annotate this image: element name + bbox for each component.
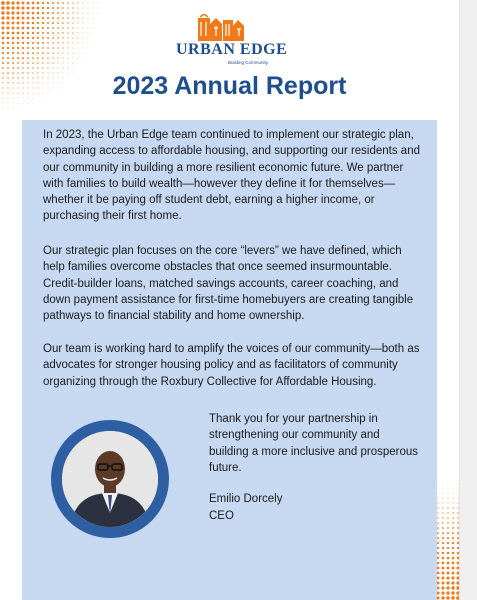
logo-tagline: Building Community: [228, 60, 269, 65]
logo-wordmark: URBAN EDGE: [176, 41, 288, 58]
signature-role: CEO: [209, 510, 234, 522]
page-title: 2023 Annual Report: [112, 72, 347, 100]
dot-pattern-top-left: [0, 0, 100, 120]
vertical-scrollbar[interactable]: [459, 0, 477, 600]
advocacy-paragraph: Our team is working hard to amplify the voices of our community—both as advocates for stronger housing policy and as facilitators of community organizing through the Roxbury Collective for Affordable Housing.: [43, 343, 420, 388]
strategy-paragraph: Our strategic plan focuses on the core “levers” we have defined, which help families overcome obstacles that once seemed insurmountable. Credit-builder loans, matched savings accounts, career coaching, and down payment assistance for first-time homebuyers are creating tangible pathways to financial stability and home ownership.: [43, 245, 414, 323]
ceo-portrait: [51, 420, 169, 538]
intro-paragraph: In 2023, the Urban Edge team continued to implement our strategic plan, expanding access to affordable housing, and supporting our residents and our community in building a more resilient economic future. We partner with families to build wealth—however they define it for themselves—whether it be paying off student debt, earning a higher income, or purchasing their first home.: [43, 129, 420, 223]
ceo-photo-icon: [62, 431, 158, 527]
houses-logo-icon: [198, 14, 244, 41]
thanks-paragraph: Thank you for your partnership in strengthening our community and building a more inclusive and prosperous future.: [209, 413, 419, 474]
urban-edge-logo: [176, 14, 288, 66]
signature-name: Emilio Dorcely: [209, 493, 283, 505]
